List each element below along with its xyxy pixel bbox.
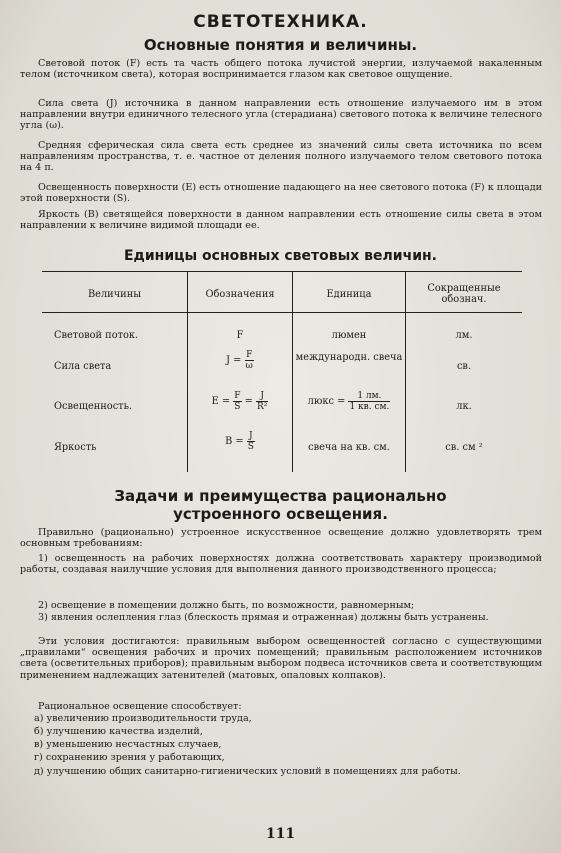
row-flux-abbr: лм. (455, 330, 473, 341)
row-luminance-abbr: св. см ² (445, 442, 483, 453)
section-title-tasks: Задачи и преимущества рационально устроенного освещения. (114, 487, 447, 523)
benefit-item: б) улучшению качества изделий, (34, 726, 203, 737)
row-illuminance-formula: E = $\frac{F}{S}$ = $\frac{J}{\text{R²}}$ (211, 391, 268, 412)
benefit-item: д) улучшению общих санитарно-гигиенических условий в помещениях для работы. (34, 766, 461, 777)
benefit-item: а) увеличению производительности труда, (34, 713, 252, 724)
definition-illuminance: Освещенность поверхности (E) есть отношение падающего на нее светового потока (F) к площади этой поверхности (S). (20, 182, 542, 205)
row-flux-symbol: F (236, 330, 244, 341)
benefit-item: в) уменьшению несчастных случаев, (34, 739, 222, 750)
requirement-2: 2) освещение в помещении должно быть, по возможности, равномерным; (38, 600, 415, 611)
row-intensity-abbr: св. (456, 361, 472, 372)
row-intensity-unit: международн. свеча (295, 352, 403, 363)
definition-luminous-intensity: Сила света (J) источника в данном направлении есть отношение излучаемого им в этом направлении внутри единичного телесного угла (стерадиана) светового потока к величине телесного угла (ω). (20, 98, 542, 132)
row-luminance-formula: B = $\frac{J}{S}$ (225, 431, 254, 452)
row-luminance-unit: свеча на кв. см. (308, 442, 390, 453)
row-luminance-name: Яркость (54, 442, 97, 453)
page-title: СВЕТОТЕХНИКА. (193, 12, 368, 32)
row-illuminance-unit: люкс = $\frac{1 лм.}{1 кв. см.}$ (307, 391, 390, 412)
table-title: Единицы основных световых величин. (123, 248, 438, 264)
table-top-rule (42, 271, 522, 272)
definition-luminous-flux: Световой поток (F) есть та часть общего потока лучистой энергии, излучаемой накаленным телом (источником света), которая воспринимается глазом как световое ощущение. (20, 58, 542, 81)
table-header-quantity: Величины (87, 289, 142, 300)
row-intensity-formula: J = $\frac{F}{\omega}$ (226, 350, 253, 371)
requirement-1: 1) освещенность на рабочих поверхностях должна соответствовать характеру производимой работы, создавая наилучшие условия для выполнения данного производственного процесса; (20, 553, 542, 576)
definition-luminance: Яркость (B) светящейся поверхности в данном направлении есть отношение силы света в этом направлении к величине видимой площади ее. (20, 209, 542, 232)
table-header-unit: Единица (326, 289, 372, 300)
intro-paragraph: Правильно (рационально) устроенное искусственное освещение должно удовлетворять трем основным требованиям: (20, 527, 542, 550)
table-header-rule (42, 312, 522, 313)
row-illuminance-abbr: лк. (456, 401, 472, 412)
table-header-abbreviation: Сокращенные обознач. (427, 283, 501, 305)
definition-mean-spherical-intensity: Средняя сферическая сила света есть среднее из значений силы света источника по всем направлениям пространства, т. е. частное от деления полного излучаемого телом светового потока на 4 π. (20, 140, 542, 174)
row-intensity-name: Сила света (54, 361, 112, 372)
conditions-paragraph: Эти условия достигаются: правильным выбором освещенностей согласно с существующими „правилами“ освещения рабочих и прочих помещений; правильным расположением источников света (осветительных приборов); правильным выбором подвеса источников света и соответствующим применением надлежащих затенителей (матовых, опаловых колпаков). (20, 636, 542, 681)
table-header-notation: Обозначения (205, 289, 275, 300)
benefit-item: г) сохранению зрения у работающих, (34, 752, 225, 763)
row-flux-name: Световой поток. (54, 330, 139, 341)
row-flux-unit: люмен (331, 330, 367, 341)
benefits-intro: Рациональное освещение способствует: (38, 701, 242, 712)
page-number: 111 (265, 826, 296, 842)
requirement-3: 3) явления ослепления глаз (блескость прямая и отраженная) должны быть устранены. (38, 612, 489, 623)
section-subtitle: Основные понятия и величины. (143, 36, 418, 54)
row-illuminance-name: Освещенность. (54, 401, 133, 412)
